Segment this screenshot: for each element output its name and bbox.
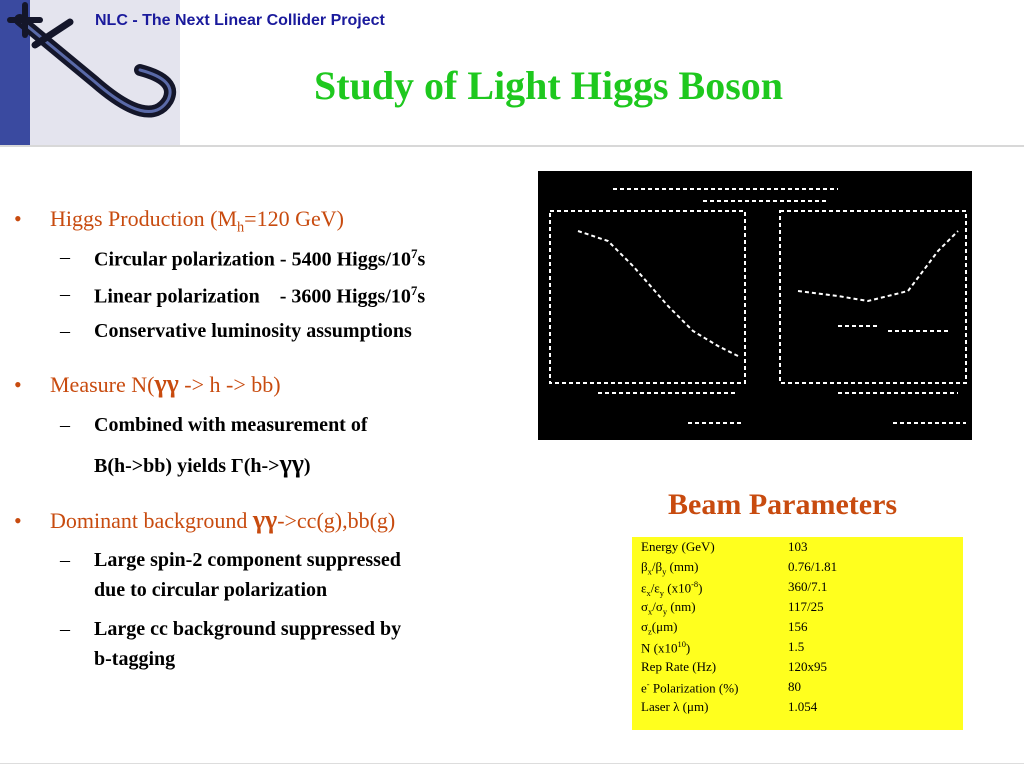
bullet-text: Dominant background γγ->cc(g),bb(g) — [50, 505, 396, 534]
table-row: e- Polarization (%) 80 — [641, 679, 801, 696]
beam-parameters-title: Beam Parameters — [668, 488, 898, 521]
higgs-signal-plot-image — [538, 171, 972, 440]
table-row: N $(x10^{10})$ 1.5 — [641, 639, 805, 656]
sub-item-combined-continuation: B(h->bb) yields Γ(h->γγ) — [94, 449, 311, 478]
table-row: $\beta_x/\beta_y$ (mm) 0.76/1.81 — [641, 559, 838, 577]
header-divider — [0, 145, 1024, 147]
bullet-dot: • — [14, 206, 22, 231]
table-row: Rep Rate (Hz) 120x95 — [641, 659, 827, 674]
sub-item-cc-continuation: b-tagging — [94, 648, 176, 670]
table-row: Laser λ (μm) 1.054 — [641, 699, 818, 714]
header-title: NLC - The Next Linear Collider Project — [95, 12, 385, 29]
table-row: Energy (GeV) 103 — [641, 539, 808, 554]
bullet-dot: • — [14, 372, 22, 397]
table-row: $\sigma_x/\sigma_y$ (nm) 117/25 — [641, 599, 824, 617]
plot-graphic — [538, 171, 972, 440]
table-row: $\sigma_z(\mu m)$ 156 — [641, 619, 808, 637]
beam-parameters-table — [632, 537, 963, 730]
sub-item-spin2-continuation: due to circular polarization — [94, 579, 328, 601]
bullet-text: Measure N(γγ -> h -> bb) — [50, 369, 281, 398]
slide-title: Study of Light Higgs Boson — [314, 63, 784, 108]
bullet-text: Higgs Production ($M_h=120$ GeV) — [50, 206, 344, 236]
footer-divider — [0, 763, 1024, 764]
table-row: $\varepsilon_x/\varepsilon_y$ $(x10^{-8})$ 360/7.1 — [641, 579, 828, 598]
bullet-dot: • — [14, 508, 22, 533]
